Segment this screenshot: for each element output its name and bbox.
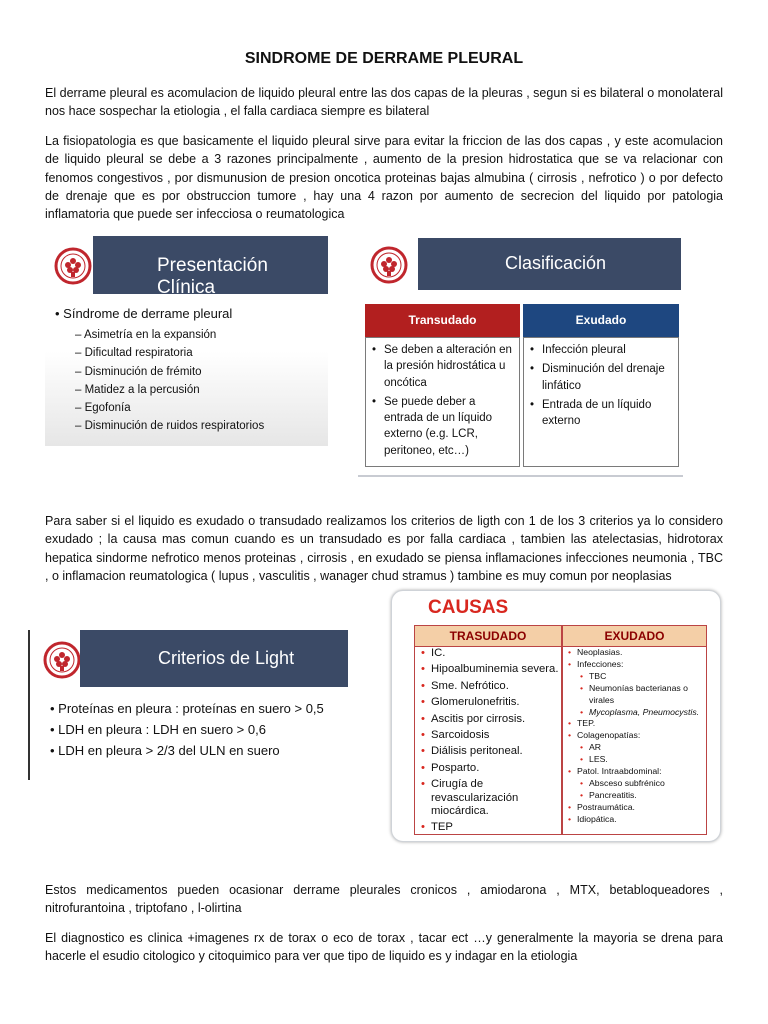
list-item: • Glomerulonefritis. [431, 696, 561, 709]
list-item: – Matidez a la percusión [75, 381, 264, 399]
main-bullet: • Síndrome de derrame pleural [55, 306, 233, 321]
list-item: • Diálisis peritoneal. [431, 745, 561, 758]
paragraph-diagnostico: El diagnostico es clinica +imagenes rx de torax o eco de torax , tacar ect …y generalmente la mayoria se drena para hacerle el esudio citologico y citoquimico para ver que tipo de liquido es y indagar en la etiologia [45, 931, 723, 964]
university-seal-logo [370, 243, 408, 287]
slide-causas [391, 590, 721, 842]
slide-header [93, 236, 328, 298]
transudado-header: Transudado [365, 304, 520, 337]
list-item: • Infecciones: [577, 659, 706, 671]
exudado-header: Exudado [523, 304, 679, 337]
list-item: • Disminución del drenaje linfático [530, 361, 674, 394]
list-item: • Proteínas en pleura : proteínas en suero > 0,5 [50, 698, 324, 719]
main-bullet-text: Síndrome de derrame pleural [63, 306, 233, 321]
list-item: • LDH en pleura > 2/3 del ULN en suero [50, 740, 324, 761]
paragraph-criterios: Para saber si el liquido es exudado o transudado realizamos los criterios de ligth con 1 de los 3 criterios ya lo considero exudado ; la causa mas comun cuando es un transudado es por falla cardiaca , tambien las atelectasias, hidrotorax hepatica sindorme nefrotico menos proteinas , cirrosis , en exudado se piensa inflamaciones infecciones neumonia , TBC , o inflamacion reumatologica ( lupus , vasculitis , wanager chud stramus ) tambine es muy comun por neoplasias [45, 514, 723, 583]
list-item: • Absceso subfrénico [589, 778, 706, 790]
list-item: • Patol. Intraabdominal: [577, 766, 706, 778]
list-item: • Sarcoidosis [431, 729, 561, 742]
slide-title: Presentación Clínica [157, 255, 268, 298]
list-item: • Posparto. [431, 762, 561, 775]
university-seal-logo [54, 244, 92, 288]
trasudado-header: TRASUDADO [414, 625, 562, 647]
list-item: • Se deben a alteración en la presión hidrostática u oncótica [372, 342, 515, 391]
list-item: • LDH en pleura : LDH en suero > 0,6 [50, 719, 324, 740]
list-item: – Asimetría en la expansión [75, 326, 264, 344]
list-item: • Neoplasias. [577, 647, 706, 659]
paragraph-definition: El derrame pleural es acomulacion de liquido pleural entre las dos capas de la pleuras , segun si es bilateral o monolateral nos hace sospechar la etiologia , el falla cardiaca siempre es bilateral [45, 86, 723, 119]
criteria-list [50, 698, 324, 761]
list-item: • Se puede deber a entrada de un líquido externo (e.g. LCR, peritoneo, etc…) [372, 394, 515, 459]
slide-header [418, 238, 681, 290]
symptom-list [75, 326, 264, 436]
list-item: • TBC [589, 671, 706, 683]
list-item: • Pancreatitis. [589, 790, 706, 802]
transudado-box [365, 337, 520, 467]
list-item: • Hipoalbuminemia severa. [431, 663, 561, 676]
list-item: • Cirugía de revascularización miocárdica. [431, 778, 561, 818]
slide-title: Criterios de Light [158, 648, 295, 668]
slide-title: Clasificación [505, 253, 607, 273]
causas-title: CAUSAS [428, 597, 509, 618]
list-item: • Entrada de un líquido externo [530, 397, 674, 430]
list-item: • Ascitis por cirrosis. [431, 713, 561, 726]
list-item: – Dificultad respiratoria [75, 344, 264, 362]
list-item: • TEP. [577, 718, 706, 730]
paragraph-fisiopatologia: La fisiopatologia es que basicamente el liquido pleural sirve para evitar la friccion de las dos capas , y este acomulacion de liquido pleural se debe a 3 razones principalmente , aumento de la presion hidrostatica que se va relacionar con fenomos congestivos , por dismunusion de presion oncotica proteinas bajas almubina ( cirrosis , nefrotico ) o por defecto de drenaje que es por obstruccion tumore , hay una 4 razon por aumento de secrecion del liquido por patologia inflamatoria que puede ser infecciosa o reumatologica [45, 134, 723, 222]
list-item: • Mycoplasma, Pneumocystis. [589, 707, 706, 719]
list-item: – Disminución de frémito [75, 363, 264, 381]
list-item: • Neumonías bacterianas o virales [589, 683, 706, 707]
list-item: • Colagenopatías: [577, 730, 706, 742]
exudado-box [523, 337, 679, 467]
list-item: • IC. [431, 647, 561, 660]
trasudado-causes [414, 647, 562, 835]
paragraph-medicamentos: Estos medicamentos pueden ocasionar derrame pleurales cronicos , amiodarona , MTX, betabloqueadores , nitrofurantoina , triptofano , l-olirtina [45, 883, 723, 916]
list-item: • Idiopática. [577, 814, 706, 826]
slide-header [80, 630, 348, 687]
slide-clasificacion [358, 235, 683, 477]
list-item: • AR [589, 742, 706, 754]
slide-criterios-light [28, 630, 360, 780]
list-item: • Infección pleural [530, 342, 674, 358]
list-item: • LES. [589, 754, 706, 766]
list-item: – Egofonía [75, 399, 264, 417]
slide-presentacion-clinica [45, 236, 328, 446]
list-item: • Postraumática. [577, 802, 706, 814]
list-item: – Disminución de ruidos respiratorios [75, 417, 264, 435]
list-item: • TEP [431, 821, 561, 834]
list-item: • Sme. Nefrótico. [431, 680, 561, 693]
university-seal-logo [43, 638, 81, 682]
exudado-header: EXUDADO [562, 625, 707, 647]
exudado-causes [562, 647, 707, 835]
page-title: SINDROME DE DERRAME PLEURAL [244, 50, 524, 67]
